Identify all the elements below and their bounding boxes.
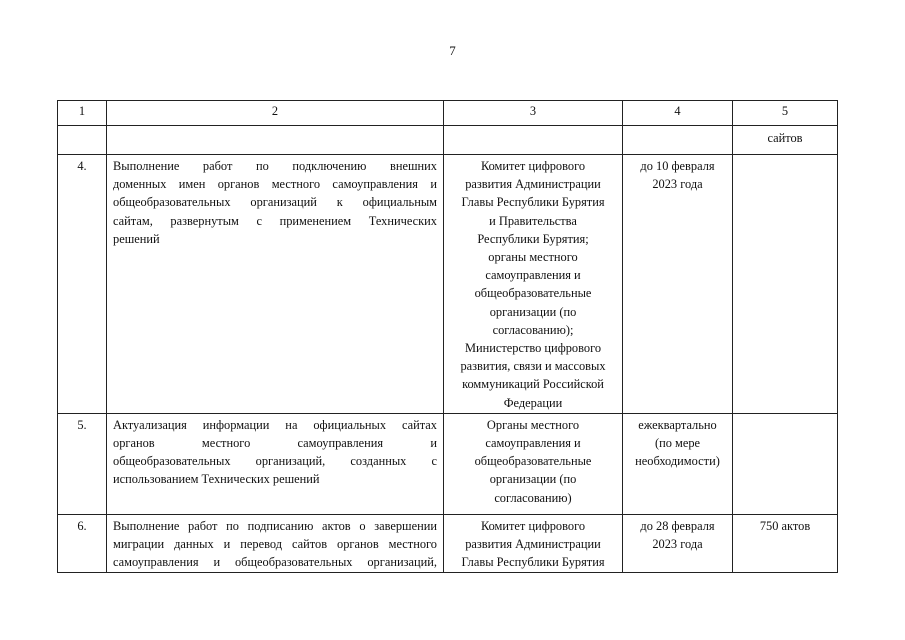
header-cell-1: 1 (58, 101, 107, 126)
executor-line: Министерство цифрового (464, 341, 602, 356)
cont-cell-result: сайтов (733, 126, 838, 155)
executor-line: развития Администрации (465, 177, 601, 192)
executor-line: Комитет цифрового (480, 518, 586, 533)
header-cell-3: 3 (444, 101, 623, 126)
table-row-continuation (58, 126, 838, 155)
result: 750 актов (733, 514, 838, 573)
deadline-line: ежеквартально (638, 417, 717, 432)
executor-line: Главы Республики Бурятия (461, 555, 605, 570)
executor-line: самоуправления и (485, 268, 581, 283)
task-line: миграции данных и перевод сайтов органов местного (113, 537, 437, 552)
cont-cell-deadline (623, 126, 733, 155)
cont-cell-num (58, 126, 107, 155)
executor (444, 155, 623, 414)
task-line: Выполнение работ по подключению внешних (113, 159, 437, 173)
cont-cell-task (107, 126, 444, 155)
page-number: 7 (449, 43, 456, 58)
task-line: доменных имен органов местного самоуправления и (113, 177, 437, 192)
task-line: органов местного самоуправления и (113, 436, 437, 451)
deadline-line: 2023 года (652, 537, 703, 552)
task-line: общеобразовательных организаций, созданных с (113, 454, 437, 469)
executor-line: согласованию) (494, 490, 572, 505)
executor-line: развития Администрации (465, 537, 601, 552)
executor-line: Республики Бурятия; (477, 231, 589, 246)
header-cell-5: 5 (733, 101, 838, 126)
header-cell-2: 2 (107, 101, 444, 126)
deadline-line: до 28 февраля (640, 518, 715, 533)
table-row-4 (58, 155, 838, 414)
executor-line: коммуникаций Российской (462, 377, 604, 392)
task-description (107, 514, 444, 573)
result (733, 155, 838, 414)
deadline-line: необходимости) (635, 454, 720, 469)
cont-cell-executor (444, 126, 623, 155)
task-description (107, 413, 444, 514)
result (733, 413, 838, 514)
executor-line: общеобразовательные (474, 286, 592, 301)
executor-line: Главы Республики Бурятия (461, 195, 605, 210)
table-header-row (58, 101, 838, 126)
task-line: сайтам, развернутым с применением Технических (113, 213, 437, 228)
deadline (623, 155, 733, 414)
executor-line: организации (по (489, 472, 577, 487)
header-cell-4: 4 (623, 101, 733, 126)
executor-line: развития, связи и массовых (460, 359, 606, 374)
task-line: использованием Технических решений (113, 472, 320, 487)
task-line: Выполнение работ по подписанию актов о завершении (113, 518, 437, 533)
executor (444, 413, 623, 514)
table-row-5 (58, 413, 838, 514)
executor-line: и Правительства (489, 213, 577, 228)
executor-line: согласованию); (492, 322, 574, 337)
task-description (107, 155, 444, 414)
task-line: самоуправления и общеобразовательных организаций, (113, 555, 437, 570)
executor-line: Органы местного (486, 417, 580, 432)
executor-line: организации (по (489, 304, 577, 319)
task-line: общеобразовательных организаций к официальным (113, 195, 437, 210)
deadline (623, 413, 733, 514)
deadline-line: (по мере (654, 436, 701, 451)
executor-line: Федерации (503, 395, 563, 410)
deadline-line: до 10 февраля (640, 159, 715, 173)
executor-line: самоуправления и (485, 436, 581, 451)
executor-line: общеобразовательные (474, 454, 592, 469)
executor-line: Комитет цифрового (480, 159, 586, 173)
executor (444, 514, 623, 573)
row-number: 6. (58, 514, 107, 573)
deadline (623, 514, 733, 573)
executor-line: органы местного (488, 250, 578, 265)
row-number: 4. (58, 155, 107, 414)
task-line: решений (113, 231, 160, 246)
row-number: 5. (58, 413, 107, 514)
task-line: Актуализация информации на официальных сайтах (113, 417, 437, 432)
deadline-line: 2023 года (652, 177, 703, 192)
action-plan-table (57, 100, 838, 573)
table-row-6 (58, 514, 838, 573)
